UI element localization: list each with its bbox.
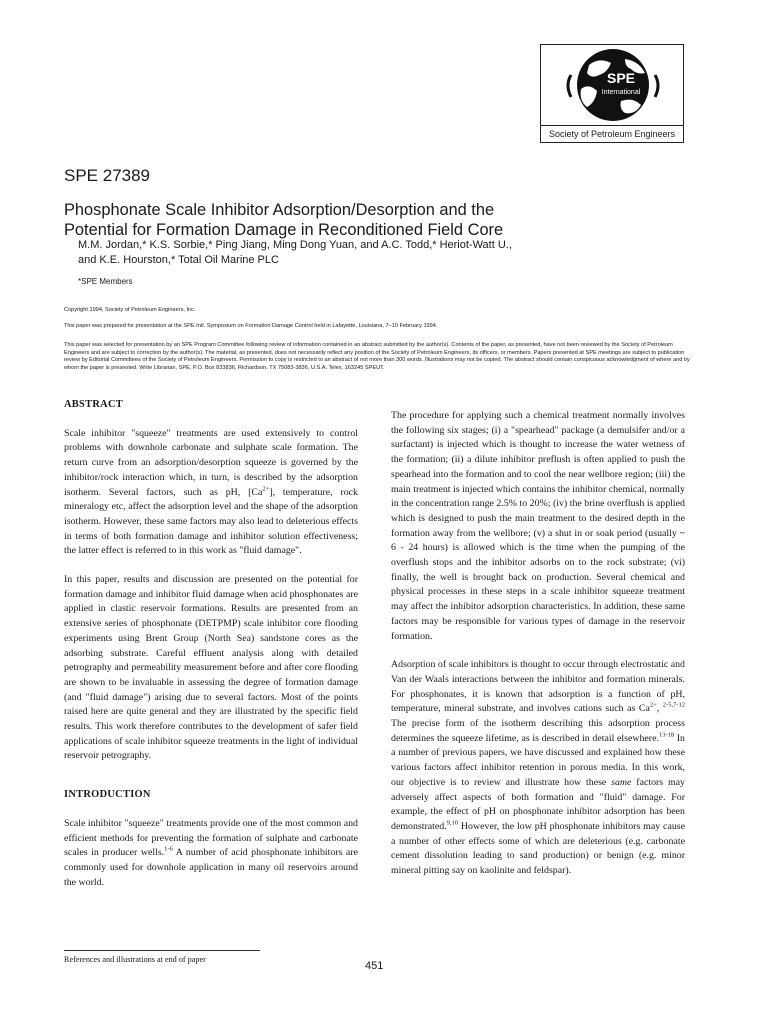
footnote-divider (64, 950, 260, 951)
globe-logo-icon (541, 45, 683, 125)
author-list (78, 238, 698, 267)
authors-line-1: M.M. Jordan,* K.S. Sorbie,* Ping Jiang, Ming Dong Yuan, and A.C. Todd,* Heriot-Watt U., (78, 239, 512, 251)
footnote: References and illustrations at end of paper (64, 955, 206, 964)
title-line-2: Potential for Formation Damage in Reconditioned Field Core (64, 221, 504, 239)
logo-sub: International (601, 89, 641, 96)
right-column (391, 409, 685, 893)
page-number: 451 (365, 960, 384, 972)
abstract-paragraph-2: In this paper, results and discussion are presented on the potential for formation damage and inhibitor fluid damage when acid phosphonates are applied in clastic reservoir formations. Results are presented from an extensive series of phosphonate (DETPMP) scale inhibitor core flooding experiments using Brent Group (North Sea) sandstone cores as the adsorbing substrate. Careful effluent analysis along with detailed petrography and permeability measurement before and after core flooding are shown to be invaluable in assessing the degree of formation damage (and "fluid damage") arising due to several factors. Most of the points raised here are quite general and they are illustrated by the specific field results. This work therefore contributes to the development of safer field applications of scale inhibitor squeeze treatments in the light of individual reservoir petrography. (64, 574, 358, 762)
title-line-1: Phosphonate Scale Inhibitor Adsorption/Desorption and the (64, 201, 495, 219)
logo-mark: SPE (606, 70, 636, 86)
spe-logo (540, 44, 684, 143)
introduction-paragraph-1: Scale inhibitor "squeeze" treatments provide one of the most common and efficient methods for preventing the formation of sulphate and carbonate scales in producer wells.$^{1-6}$ A number of acid phosphonate inhibitors are commonly used for downhole application in many oil reservoirs around the world. (64, 817, 358, 888)
paper-title (64, 200, 684, 240)
abstract-heading: ABSTRACT (64, 399, 123, 410)
copyright-notice: Copyright 1994, Society of Petroleum Engineers, Inc. (64, 307, 196, 313)
paper-number: SPE 27389 (64, 166, 151, 185)
presentation-note: This paper was prepared for presentation at the SPE Intl. Symposium on Formation Damage Control held in Lafayette, Louisiana, 7–10 February 1994. (64, 323, 438, 329)
abstract-paragraph-1: Scale inhibitor "squeeze" treatments are used extensively to control problems with downhole carbonate and sulphate scale formation. The return curve from an adsorption/desorption squeeze is governed by the inhibitor/rock interaction which, in turn, is described by the adsorption isotherm. Several factors, such as pH, $[Ca^{2+}]$, temperature, rock mineralogy etc, affect the adsorption level and the shape of the adsorption isotherm. However, these same factors may also lead to deleterious effects in terms of both formation damage and inhibitor solution effectiveness; the latter effect is referred to in this work as "fluid damage". (64, 427, 358, 557)
introduction-heading: INTRODUCTION (64, 789, 151, 801)
adsorption-paragraph: Adsorption of scale inhibitors is thought to occur through electrostatic and Van der Waals interactions between the inhibitor and formation minerals. For phosphonates, it is known that adsorption is a function of pH, temperature, mineral substrate, and involves cations such as $Ca^{2+}$, $^{2-5,7-12}$ The precise form of the isotherm describing this adsorption process determines the squeeze lifetime, as is described in detail elsewhere.$^{13-18}$ In a number of previous papers, we have discussed and explained how these various factors affect inhibitor retention in porous media. In this work, our objective is to review and illustrate how these same factors may adversely affect aspects of both formation and "fluid" damage. For example, the effect of pH on phosphonate inhibitor adsorption has been demonstrated.$^{9,10}$ However, the low pH phosphonate inhibitors may cause a number of other effects some of which are deleterious (e.g. carbonate cement dissolution leading to sand production) or benign (e.g. minor mineral pitting say on kaolinite and feldspar). (391, 659, 685, 877)
selection-disclaimer: This paper was selected for presentation by an SPE Program Committee following review of information contained in an abstract submitted by the author(s). Contents of the paper, as presented, have not been reviewed by the Society of Petroleum Engineers and are subject to correction by the author(s). The material, as presented, does not necessarily reflect any position of the Society of Petroleum Engineers, its officers, or members. Papers presented at SPE meetings are subject to publication review by Editorial Committees of the Society of Petroleum Engineers. Permission to copy is restricted to an abstract of not more than 300 words. Illustrations may not be copied. The abstract should contain conspicuous acknowledgment of where and by whom the paper is presented. Write Librarian, SPE, P.O. Box 833836, Richardson, TX 75083-3836, U.S.A. Telex, 163245 SPEUT. (64, 342, 690, 371)
logo-caption: Society of Petroleum Engineers (541, 125, 683, 142)
procedure-paragraph: The procedure for applying such a chemical treatment normally involves the following six stages; (i) a "spearhead" package (a demulsifer and/or a surfactant) is injected which is thought to increase the water wetness of the formation; (ii) a dilute inhibitor preflush is often applied to push the spearhead into the formation and to cool the near wellbore region; (iii) the main treatment is injected which contains the inhibitor chemical, normally in the concentration range 2.5% to 20%; (iv) the brine overflush is applied which is designed to push the main treatment to the desired depth in the formation away from the wellbore; (v) a shut in or soak period (usually ~ 6 - 24 hours) is allowed which is the time when the pumping of the overflush stops and the inhibitor adsorbs on to the rock substrate; (vi) finally, the well is brought back on production. Several chemical and physical processes in these steps in a scale inhibitor squeeze treatment may affect the inhibitor adsorption characteristics. In addition, these same factors may be responsible for various types of damage in the reservoir formation. (391, 410, 685, 642)
members-note: *SPE Members (78, 277, 133, 286)
authors-line-2: and K.E. Hourston,* Total Oil Marine PLC (78, 253, 279, 266)
left-column (64, 398, 358, 904)
